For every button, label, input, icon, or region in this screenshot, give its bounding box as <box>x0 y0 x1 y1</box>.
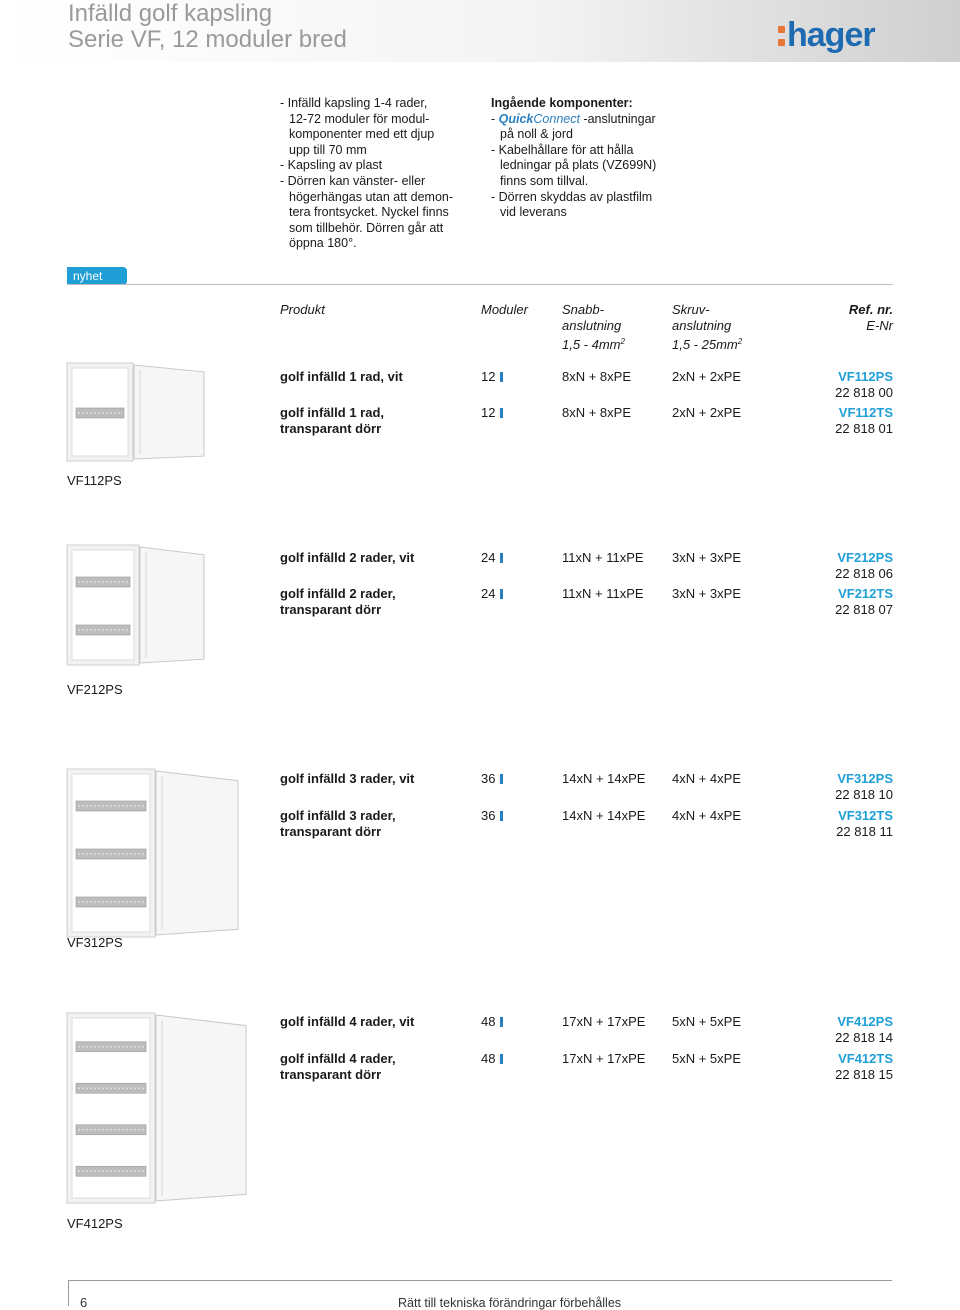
cabinet-frame <box>72 550 134 660</box>
snabb-line-1: Snabb- <box>562 302 604 317</box>
skruv-sup: 2 <box>737 337 743 346</box>
intro-line: 12-72 moduler för modul- <box>289 111 430 126</box>
e-number: 22 818 10 <box>835 787 893 802</box>
col-header-snabb <box>562 302 625 353</box>
page-subtitle: Serie VF, 12 moduler bred <box>68 26 347 53</box>
e-number: 22 818 15 <box>835 1067 893 1082</box>
components-heading: Ingående komponenter: <box>491 96 633 110</box>
components-line: vid leverans <box>500 205 567 220</box>
components-line: - Dörren skyddas av plastfilm <box>491 189 653 204</box>
intro-line: - Dörren kan vänster- eller <box>280 173 426 188</box>
module-mark-icon <box>500 372 503 382</box>
product-name: golf infälld 1 rad, vit <box>280 369 403 384</box>
ref-number: VF312PS <box>837 771 893 786</box>
module-mark-icon <box>500 774 503 784</box>
cabinet-door <box>134 365 204 459</box>
snabb-value: 11xN + 11xPE <box>562 586 644 601</box>
cabinet-door <box>140 547 204 663</box>
product-name: golf infälld 2 rader, <box>280 586 396 601</box>
footer-divider-vertical <box>68 1280 69 1306</box>
product-image-vf212 <box>66 544 206 671</box>
skruv-value: 3xN + 3xPE <box>672 586 742 601</box>
modules-number: 48 <box>481 1051 496 1066</box>
modules-value <box>481 771 503 787</box>
modules-value <box>481 1051 503 1067</box>
module-mark-icon <box>500 811 503 821</box>
product-name-2: transparant dörr <box>280 824 382 839</box>
intro-line: öppna 180°. <box>289 236 357 251</box>
skruv-value: 3xN + 3xPE <box>672 550 742 565</box>
image-caption: VF312PS <box>67 935 123 950</box>
snabb-line-2: anslutning <box>562 318 622 333</box>
product-name: golf infälld 4 rader, <box>280 1051 396 1066</box>
intro-line: högerhängas utan att demon- <box>289 189 454 204</box>
modules-number: 24 <box>481 586 496 601</box>
ref-line-2: E-Nr <box>866 318 893 333</box>
modules-value <box>481 586 503 602</box>
skruv-value: 4xN + 4xPE <box>672 771 742 786</box>
page-title: Infälld golf kapsling <box>68 0 273 27</box>
modules-value <box>481 808 503 824</box>
product-name: golf infälld 3 rader, vit <box>280 771 415 786</box>
skruv-line-2: anslutning <box>672 318 732 333</box>
col-header-ref <box>849 302 893 334</box>
enclosure-drawing <box>66 362 206 462</box>
components-line: ledningar på plats (VZ699N) <box>500 158 657 173</box>
skruv-value: 4xN + 4xPE <box>672 808 742 823</box>
intro-line: som tillbehör. Dörren går att <box>289 220 444 235</box>
image-caption: VF212PS <box>67 682 123 697</box>
skruv-line-3 <box>672 334 742 353</box>
e-number: 22 818 14 <box>835 1030 893 1045</box>
col-header-skruv <box>672 302 742 353</box>
e-number: 22 818 01 <box>835 421 893 436</box>
page-number: 6 <box>80 1295 88 1310</box>
product-name-2: transparant dörr <box>280 602 382 617</box>
enclosure-drawing <box>66 768 240 938</box>
module-mark-icon <box>500 408 503 418</box>
intro-features <box>280 96 453 252</box>
snabb-sup: 2 <box>620 337 625 346</box>
snabb-value: 11xN + 11xPE <box>562 550 644 565</box>
snabb-line-3 <box>562 334 625 353</box>
product-name: golf infälld 1 rad, <box>280 405 385 420</box>
new-badge: nyhet <box>67 267 127 285</box>
product-name-2: transparant dörr <box>280 1067 382 1082</box>
col-header-produkt: Produkt <box>280 302 325 317</box>
ref-number: VF412TS <box>838 1051 893 1066</box>
product-name-2: transparant dörr <box>280 421 382 436</box>
footer-note: Rätt till tekniska förändringar förbehålles <box>398 1296 622 1310</box>
modules-value <box>481 1014 503 1030</box>
modules-value <box>481 550 503 566</box>
intro-line: tera frontsycket. Nyckel finns <box>289 205 449 220</box>
cabinet-door <box>156 771 238 935</box>
ref-number: VF312TS <box>838 808 893 823</box>
intro-line: - Kapsling av plast <box>280 158 383 173</box>
snabb-value: 17xN + 17xPE <box>562 1014 646 1029</box>
snabb-value: 17xN + 17xPE <box>562 1051 646 1066</box>
ref-number: VF412PS <box>837 1014 893 1029</box>
snabb-value: 8xN + 8xPE <box>562 405 632 420</box>
hager-logo <box>778 16 875 54</box>
quickconnect-line <box>491 112 656 128</box>
badge-divider <box>67 284 893 285</box>
skruv-value: 5xN + 5xPE <box>672 1014 742 1029</box>
col-header-moduler: Moduler <box>481 302 528 317</box>
skruv-value: 5xN + 5xPE <box>672 1051 742 1066</box>
ref-line-1: Ref. nr. <box>848 302 893 317</box>
snabb-range: 1,5 - 4mm <box>562 337 621 352</box>
intro-line: - Infälld kapsling 1-4 rader, <box>280 96 428 110</box>
ref-number: VF212PS <box>837 550 893 565</box>
e-number: 22 818 07 <box>835 602 893 617</box>
logo-text: hager <box>787 16 875 54</box>
modules-number: 36 <box>481 771 496 786</box>
module-mark-icon <box>500 589 503 599</box>
logo-dots-icon <box>778 22 785 48</box>
intro-components <box>491 96 656 221</box>
product-name: golf infälld 4 rader, vit <box>280 1014 415 1029</box>
snabb-value: 8xN + 8xPE <box>562 369 632 384</box>
product-name: golf infälld 2 rader, vit <box>280 550 415 565</box>
intro-line: komponenter med ett djup <box>289 127 435 142</box>
modules-value <box>481 405 503 421</box>
product-name: golf infälld 3 rader, <box>280 808 396 823</box>
components-line: - Kabelhållare för att hålla <box>491 142 634 157</box>
modules-number: 48 <box>481 1014 496 1029</box>
module-mark-icon <box>500 553 503 563</box>
skruv-line-1: Skruv- <box>672 302 710 317</box>
modules-number: 12 <box>481 369 496 384</box>
modules-value <box>481 369 503 385</box>
qc-prefix: - <box>491 111 499 126</box>
modules-number: 24 <box>481 550 496 565</box>
e-number: 22 818 11 <box>836 824 893 839</box>
intro-line: upp till 70 mm <box>289 142 367 157</box>
product-image-vf112 <box>66 362 206 467</box>
ref-number: VF212TS <box>838 586 893 601</box>
ref-number: VF112PS <box>838 369 893 384</box>
modules-number: 36 <box>481 808 496 823</box>
components-line: på noll & jord <box>500 127 573 142</box>
product-image-vf312 <box>66 768 240 943</box>
cabinet-door <box>156 1015 246 1201</box>
product-image-vf412 <box>66 1012 248 1209</box>
qc-quick: Quick <box>498 111 534 126</box>
image-caption: VF412PS <box>67 1216 123 1231</box>
module-mark-icon <box>500 1054 503 1064</box>
image-caption: VF112PS <box>67 473 122 488</box>
modules-number: 12 <box>481 405 496 420</box>
module-mark-icon <box>500 1017 503 1027</box>
qc-rest: -anslutningar <box>579 111 656 126</box>
components-line: finns som tillval. <box>500 173 589 188</box>
skruv-value: 2xN + 2xPE <box>672 369 742 384</box>
footer-divider <box>68 1280 892 1281</box>
skruv-range: 1,5 - 25mm <box>672 337 738 352</box>
e-number: 22 818 06 <box>835 566 893 581</box>
quickconnect-brand <box>499 112 580 126</box>
enclosure-drawing <box>66 544 206 666</box>
e-number: 22 818 00 <box>835 385 893 400</box>
snabb-value: 14xN + 14xPE <box>562 771 646 786</box>
enclosure-drawing <box>66 1012 248 1204</box>
ref-number: VF112TS <box>838 405 893 420</box>
snabb-value: 14xN + 14xPE <box>562 808 646 823</box>
skruv-value: 2xN + 2xPE <box>672 405 742 420</box>
qc-connect: Connect <box>533 111 580 126</box>
